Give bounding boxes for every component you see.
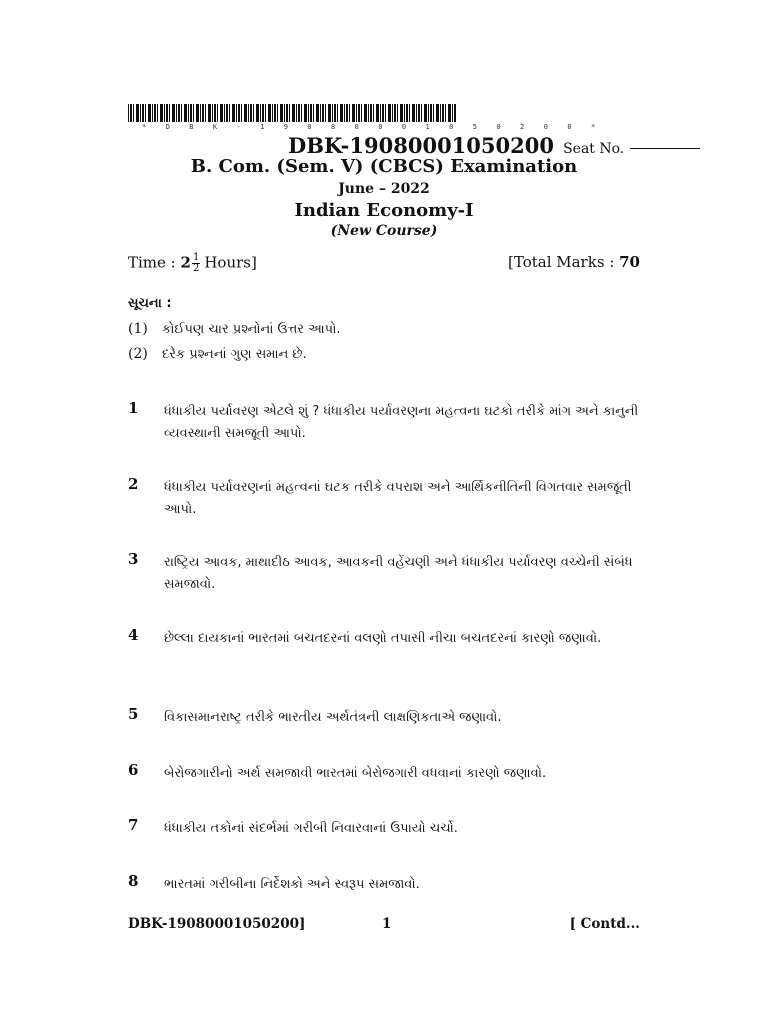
total-marks: [508, 253, 640, 271]
seat-number-blank: [630, 148, 700, 149]
question-number: 6: [128, 761, 139, 779]
question-text: ધંધાકીય પર્યાવરણ એટલે શું ? ધંધાકીય પર્યાવરણના મહત્વના ઘટકો તરીકે માંગ અને કાનુની વ્યવસ્થાની સમજૂતી આપો.: [164, 404, 639, 441]
course-label: (New Course): [330, 223, 438, 239]
question-number: 8: [128, 872, 139, 890]
question-text: ધંધાકીય તકોનાં સંદર્ભમાં ગરીબી નિવારવાનાં ઉપાયો ચર્ચો.: [164, 821, 458, 836]
paper-code: DBK-19080001050200: [288, 133, 554, 158]
instruction-number: (1): [128, 321, 148, 337]
continued-label: [ Contd...: [569, 916, 640, 932]
question-text: ભારતમાં ગરીબીના નિર્દેશકો અને સ્વરૂપ સમજાવો.: [164, 877, 420, 892]
marks-label: [Total Marks :: [508, 253, 615, 271]
marks-value: 70: [619, 253, 640, 271]
seat-label: Seat No.: [563, 141, 625, 157]
instructions-title: સૂચના :: [128, 296, 172, 311]
footer-code: DBK-19080001050200]: [128, 916, 306, 932]
time-allowed: [128, 253, 257, 274]
time-unit: Hours]: [204, 253, 257, 272]
page-footer: [128, 916, 640, 936]
question-number: 3: [128, 550, 139, 568]
time-whole: 2: [180, 253, 191, 272]
fraction-numerator: 1: [192, 252, 200, 263]
question-text: ધંધાકીય પર્યાવરણનાં મહત્વનાં ઘટક તરીકે વપરાશ અને આર્થિકનીતિની વિગતવાર સમજૂતી આપો.: [164, 480, 632, 517]
instruction-number: (2): [128, 346, 148, 362]
question-number: 5: [128, 705, 139, 723]
question-number: 7: [128, 816, 139, 834]
exam-month: June – 2022: [338, 181, 430, 197]
question-number: 4: [128, 626, 139, 644]
question-text: છેલ્લા દાયકાનાં ભારતમાં બચતદરનાં વલણો તપાસી નીચા બચતદરનાં કારણો જણાવો.: [164, 631, 602, 646]
instruction-item: [128, 321, 340, 337]
question-text: વિકાસમાનરાષ્ટ્ર તરીકે ભારતીય અર્થતંત્રની લાક્ષણિકતાએ જણાવો.: [164, 710, 502, 725]
subject-title: Indian Economy-I: [294, 200, 474, 221]
question-number: 2: [128, 475, 139, 493]
instruction-text: કોઈપણ ચાર પ્રશ્નોનાં ઉત્તર આપો.: [162, 322, 341, 337]
question-number: 1: [128, 399, 139, 417]
page-number: 1: [382, 916, 392, 932]
instruction-text: દરેક પ્રશ્નનાં ગુણ સમાન છે.: [162, 347, 307, 362]
question-text: બેરોજગારીનો અર્થ સમજાવી ભારતમાં બેરોજગારી વધવાનાં કારણો જણાવો.: [164, 766, 547, 781]
fraction-denominator: 2: [192, 263, 200, 274]
barcode-digits: * D B K - 1 9 0 8 0 0 0 1 0 5 0 2 0 0 *: [142, 123, 603, 131]
instruction-item: [128, 346, 307, 362]
time-label: Time :: [128, 253, 176, 272]
barcode-image: [128, 104, 456, 122]
time-fraction: [192, 253, 200, 274]
paper-code-line: [288, 133, 700, 158]
exam-title: B. Com. (Sem. V) (CBCS) Examination: [190, 156, 578, 177]
question-text: રાષ્ટ્રિય આવક, માથાદીઠ આવક, આવકની વહેંચણી અને ધંધાકીય પર્યાવરણ વચ્ચેની સંબંધ સમજાવો.: [164, 555, 633, 592]
